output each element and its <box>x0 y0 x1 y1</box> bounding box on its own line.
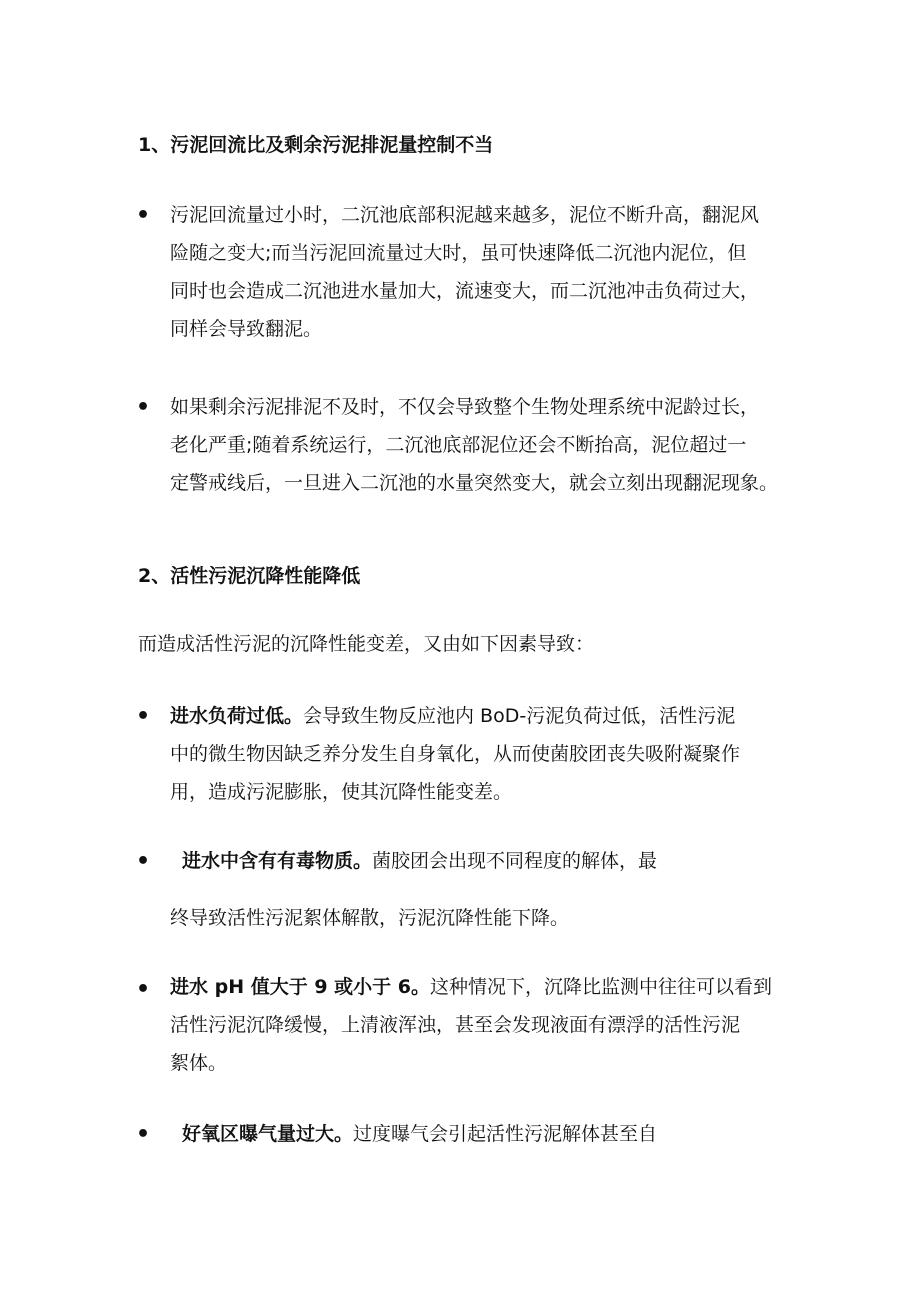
text-line: 絮体。 <box>170 1052 228 1074</box>
text-line: 污泥回流量过小时，二沉池底部积泥越来越多，泥位不断升高，翻泥风 <box>170 204 760 226</box>
bold-lead: 进水中含有有毒物质。 <box>182 850 373 872</box>
text-line: 险随之变大;而当污泥回流量过大时，虽可快速降低二沉池内泥位，但 <box>170 242 747 264</box>
section-2-bullet-1 <box>170 697 810 811</box>
text-line: 如果剩余污泥排泥不及时，不仅会导致整个生物处理系统中泥龄过长， <box>170 396 760 418</box>
bullet-icon: • <box>136 203 151 228</box>
text-line: 终导致活性污泥絮体解散，污泥沉降性能下降。 <box>170 907 570 929</box>
bold-lead: 进水负荷过低。 <box>170 705 304 727</box>
text-line: 活性污泥沉降缓慢，上清液浑浊，甚至会发现液面有漂浮的活性污泥 <box>170 1014 741 1036</box>
section-2-intro: 而造成活性污泥的沉降性能变差，又由如下因素导致： <box>138 633 595 655</box>
text-line: 老化严重;随着系统运行，二沉池底部泥位还会不断抬高，泥位超过一 <box>170 434 747 456</box>
bullet-icon: • <box>136 395 151 420</box>
text-line: 同时也会造成二沉池进水量加大，流速变大，而二沉池冲击负荷过大， <box>170 280 760 302</box>
text-line: 定警戒线后，一旦进入二沉池的水量突然变大，就会立刻出现翻泥现象。 <box>170 472 779 494</box>
section-2-bullet-2-line-1 <box>182 842 822 880</box>
section-1-bullet-1 <box>170 196 810 348</box>
section-2-bullet-3 <box>170 968 810 1082</box>
text-line <box>170 697 810 735</box>
text-line: 用，造成污泥膨胀，使其沉降性能变差。 <box>170 781 513 803</box>
bullet-icon: • <box>136 1122 151 1147</box>
section-1-heading: 1、污泥回流比及剩余污泥排泥量控制不当 <box>138 134 494 156</box>
bullet-icon: • <box>136 849 151 874</box>
section-1-bullet-2 <box>170 388 810 502</box>
bullet-icon: • <box>136 977 151 1002</box>
text-line: 中的微生物因缺乏养分发生自身氧化，从而使菌胶团丧失吸附凝聚作 <box>170 743 741 765</box>
section-2-bullet-4 <box>182 1115 822 1153</box>
text-run: 会导致生物反应池内 BoD-污泥负荷过低，活性污泥 <box>303 705 736 727</box>
bullet-icon: • <box>136 704 151 729</box>
text-line <box>182 842 822 880</box>
text-run: 这种情况下，沉降比监测中往往可以看到 <box>430 976 773 998</box>
bold-lead: 进水 pH 值大于 9 或小于 6。 <box>170 976 431 998</box>
section-2-heading: 2、活性污泥沉降性能降低 <box>138 565 361 587</box>
text-run: 菌胶团会出现不同程度的解体，最 <box>372 850 658 872</box>
text-line: 同样会导致翻泥。 <box>170 318 323 340</box>
text-run: 过度曝气会引起活性污泥解体甚至自 <box>353 1123 658 1145</box>
text-line <box>182 1115 822 1153</box>
bold-lead: 好氧区曝气量过大。 <box>182 1123 354 1145</box>
section-2-bullet-2-line-2 <box>170 899 810 937</box>
text-line <box>170 968 810 1006</box>
